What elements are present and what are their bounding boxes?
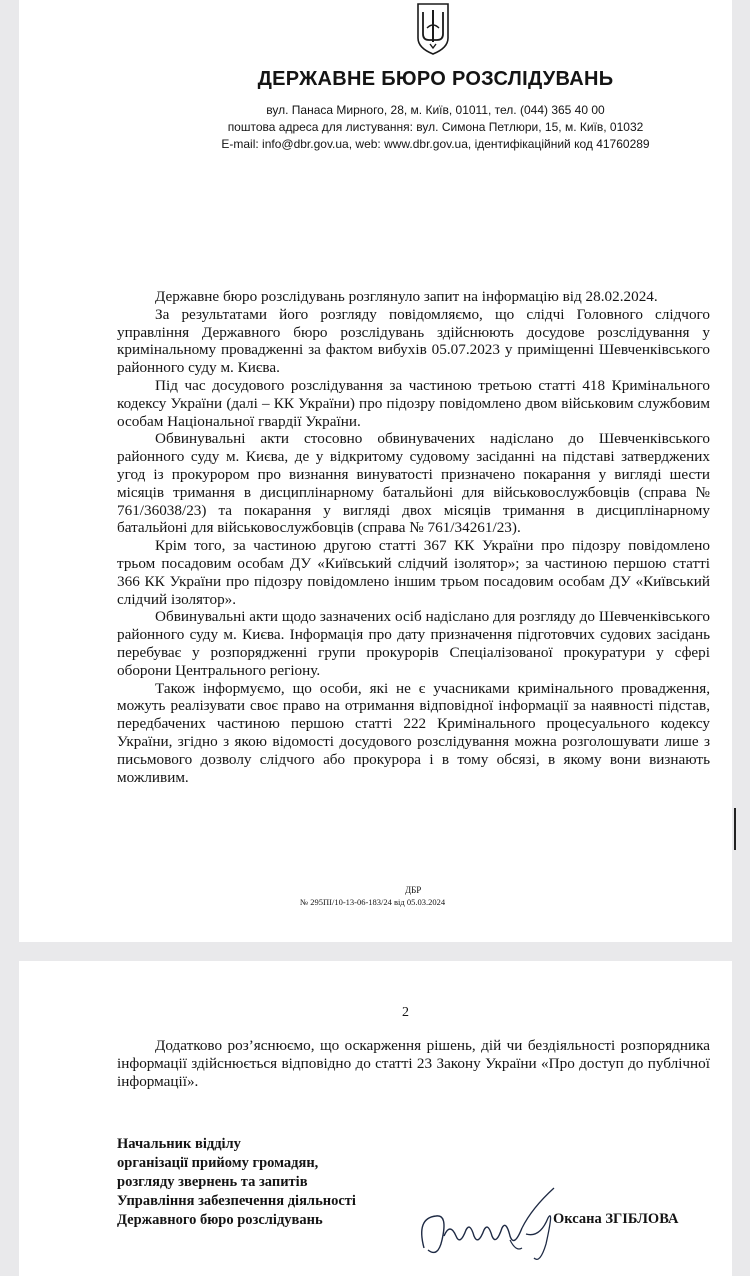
address-line: вул. Панаса Мирного, 28, м. Київ, 01011, тел. (044) 365 40 00 xyxy=(266,103,605,117)
signatory-line: Начальник відділу xyxy=(117,1136,241,1152)
registration-stamp-title: ДБР xyxy=(405,885,422,895)
postal-address-line: поштова адреса для листування: вул. Симона Петлюри, 15, м. Київ, 01032 xyxy=(227,120,644,134)
margin-mark xyxy=(734,808,736,850)
body-paragraph: Під час досудового розслідування за частиною третьою статті 418 Кримінального кодексу України (далі – КК України) про підозру повідомлено двом військовим службовим особам Національної гвардії України. xyxy=(117,376,710,430)
registration-number: № 295ПІ/10-13-06-183/24 від 05.03.2024 xyxy=(300,897,446,907)
body-paragraph: Крім того, за частиною другою статті 367 КК України про підозру повідомлено трьом посадовим особам ДУ «Київський слідчий ізолятор»; за частиною першою статті 366 КК України про підозру повідомлено іншим трьом посадовим особам ДУ «Київський слідчий ізолятор». xyxy=(117,537,710,608)
signatory-line: організації прийому громадян, xyxy=(117,1155,319,1171)
body-paragraph: Також інформуємо, що особи, які не є учасниками кримінального провадження, можуть реалізувати своє право на отримання відповідної інформації за наявності підстав, передбачених частиною першою статті 222 Кримінального процесуального кодексу України, згідно з якою відомості досудового розслідування можна розголошувати лише з письмового дозволу слідчого або прокурора і в тому обсязі, в якому вони визнають можливим. xyxy=(117,679,710,786)
closing-text xyxy=(117,1037,710,1091)
document-page-2 xyxy=(19,961,732,1276)
handwritten-signature-icon xyxy=(414,1178,574,1268)
page-number: 2 xyxy=(402,1005,409,1020)
body-paragraph: Обвинувальні акти щодо зазначених осіб надіслано для розгляду до Шевченківського районного суду м. Києва. Інформація про дату призначення підготовчих судових засідань перебуває у розпорядженні групи прокурорів Спеціалізованої прокуратури у сфері оборони Центрального регіону. xyxy=(117,608,710,679)
trident-emblem-icon xyxy=(415,2,451,56)
body-paragraph: За результатами його розгляду повідомляємо, що слідчі Головного слідчого управління Державного бюро розслідувань здійснюють досудове розслідування у кримінальному провадженні за фактом вибухів 05.07.2023 у приміщенні Шевченківського районного суду м. Києва. xyxy=(117,305,710,377)
signatory-title xyxy=(117,1135,356,1230)
signatory-line: Управління забезпечення діяльності xyxy=(117,1193,356,1209)
body-paragraph: Обвинувальні акти стосовно обвинувачених надіслано до Шевченківського районного суду м. Києва, де у відкритому судовому засіданні на підставі затверджених угод із прокурором про визнання винуватості призначено покарання у вигляді шести місяців тримання в дисциплінарному батальйоні для військовослужбовців (справа № 761/36038/23) та покарання у вигляді двох місяців тримання в дисциплінарному батальйоні для військовослужбовців (справа № 761/34261/23). xyxy=(117,430,710,537)
signer-name: Оксана ЗГІБЛОВА xyxy=(553,1211,679,1227)
document-page-1 xyxy=(19,0,732,942)
contact-line: E-mail: info@dbr.gov.ua, web: www.dbr.gov.ua, ідентифікаційний код 41760289 xyxy=(221,137,650,151)
signatory-line: Державного бюро розслідувань xyxy=(117,1212,323,1228)
closing-paragraph: Додатково роз’яснюємо, що оскарження рішень, дій чи бездіяльності розпорядника інформації здійснюється відповідно до статті 23 Закону України «Про доступ до публічної інформації». xyxy=(117,1037,710,1090)
signatory-line: розгляду звернень та запитів xyxy=(117,1174,308,1190)
letter-body xyxy=(117,288,710,786)
organization-name: ДЕРЖАВНЕ БЮРО РОЗСЛІДУВАНЬ xyxy=(257,68,614,90)
body-paragraph: Державне бюро розслідувань розглянуло запит на інформацію від 28.02.2024. xyxy=(155,288,658,305)
